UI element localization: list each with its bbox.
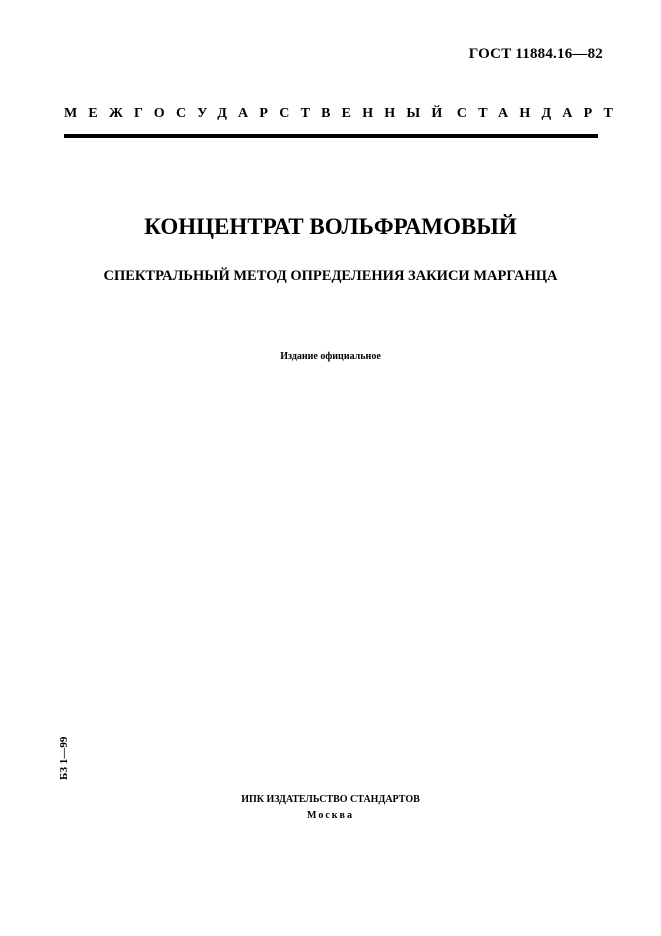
document-number: ГОСТ 11884.16—82 (468, 46, 603, 62)
document-title: КОНЦЕНТРАТ ВОЛЬФРАМОВЫЙ (144, 214, 517, 239)
banner-word-interstate: МЕЖГОСУДАРСТВЕННЫЙ (64, 106, 454, 121)
banner-word-standard: СТАНДАРТ (456, 106, 625, 121)
publisher-city: Москва (307, 810, 354, 821)
edition-label: Издание официальное (280, 351, 381, 362)
interstate-standard-banner (64, 106, 625, 122)
side-code: БЗ 1—99 (58, 736, 70, 780)
header-rule (64, 134, 598, 138)
document-subtitle: СПЕКТРАЛЬНЫЙ МЕТОД ОПРЕДЕЛЕНИЯ ЗАКИСИ МАРГАНЦА (103, 268, 558, 284)
publisher-name: ИПК ИЗДАТЕЛЬСТВО СТАНДАРТОВ (241, 794, 420, 805)
